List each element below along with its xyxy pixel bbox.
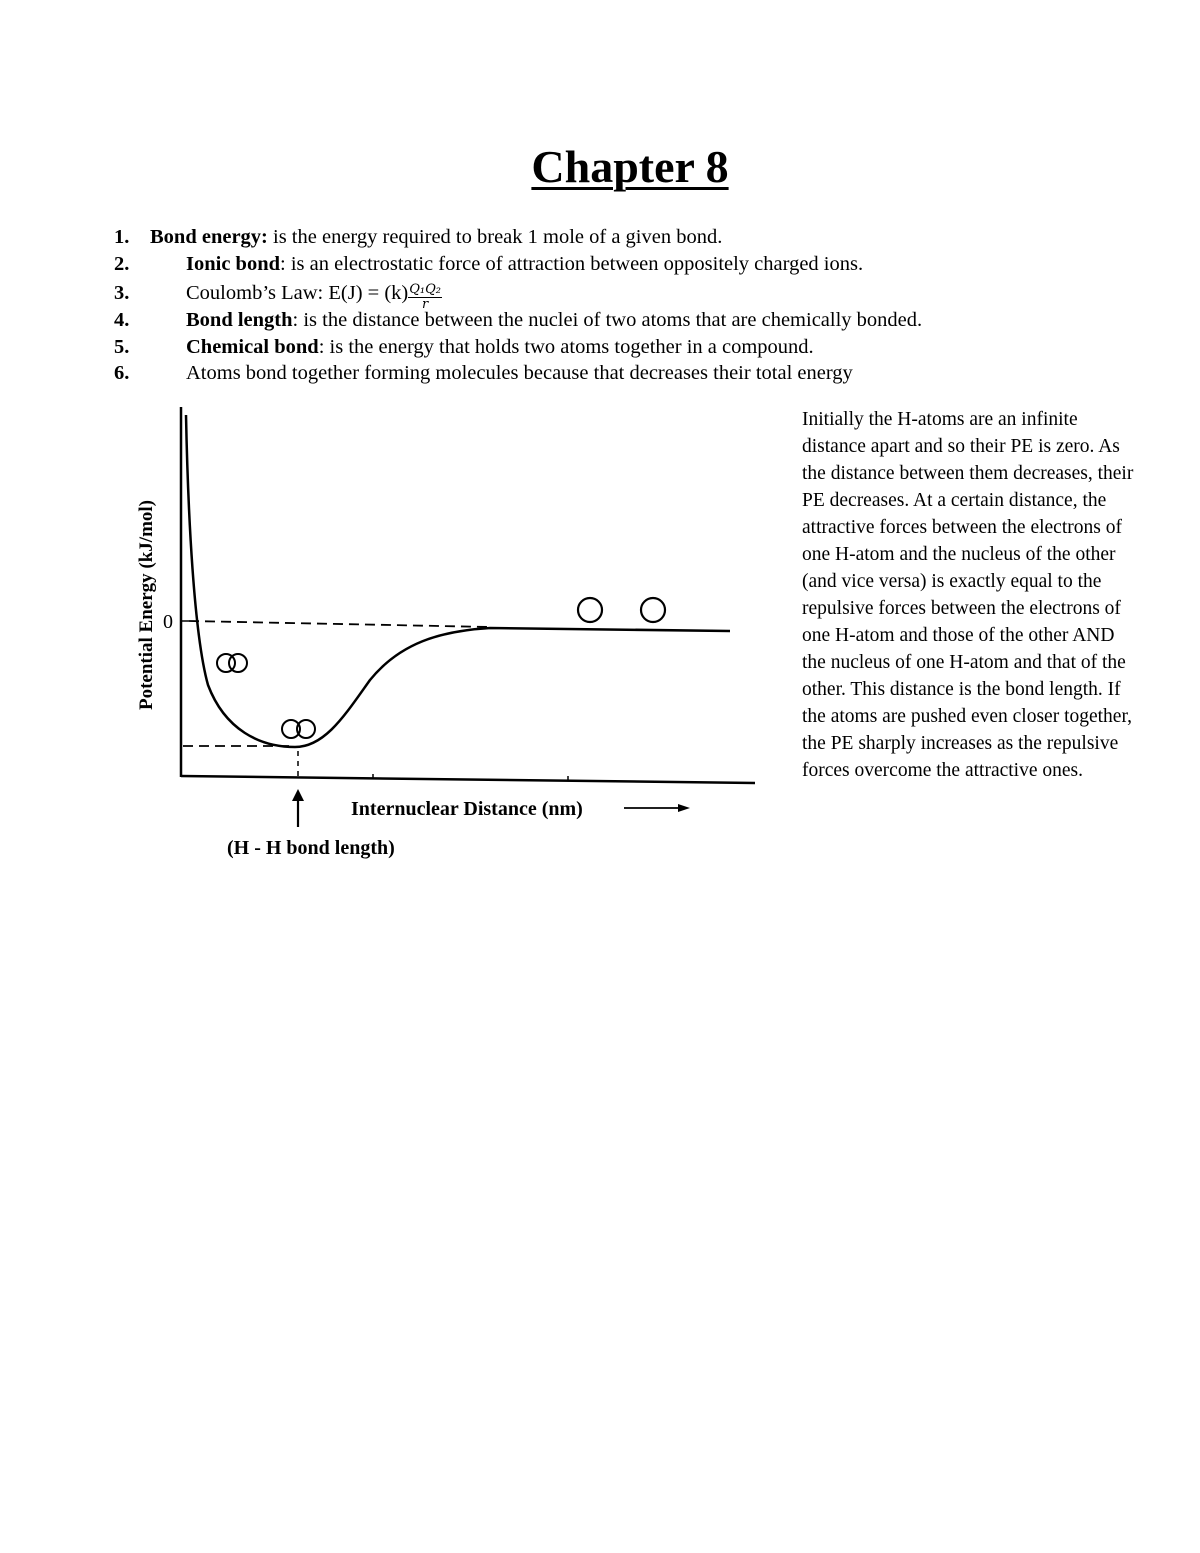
zero-energy-dashed-line (189, 621, 490, 627)
item-number: 2. (114, 252, 130, 275)
bond-length-arrowhead (292, 789, 304, 801)
item-number: 1. (114, 226, 130, 248)
item-text: : E(J) = (k) (317, 282, 409, 304)
page-title: Chapter 8 (531, 141, 729, 192)
explanation-paragraph: Initially the H-atoms are an infinite distance apart and so their PE is zero. As the distance between them decreases, their PE decreases. At a certain distance, the attractive forces between the electrons of one H-atom and the nucleus of the other (and vice versa) is exactly equal to the repulsive forces between the electrons of one H-atom and those of the other AND the nucleus of one H-atom and that of the other. This distance is the bond length. If the atoms are pushed even closer together, the PE sharply increases as the repulsive forces overcome the attractive ones. (802, 409, 1134, 781)
potential-energy-curve (186, 415, 730, 747)
overlapping-atom-circle (229, 654, 247, 672)
item-number: 4. (114, 309, 130, 331)
separated-atom-circle (641, 598, 665, 622)
fraction-numerator: Q₁Q₂ (409, 282, 441, 297)
item-term: Ionic bond (186, 252, 281, 275)
item-number: 3. (114, 282, 130, 304)
item-text: Atoms bond together forming molecules because that decreases their total energy (186, 362, 853, 384)
item-number: 6. (114, 362, 130, 384)
potential-energy-diagram (110, 395, 770, 875)
item-term: Chemical bond (186, 335, 319, 358)
x-axis (181, 776, 755, 783)
item-text: : is an electrostatic force of attraction between oppositely charged ions. (280, 252, 864, 275)
item-term: Bond length (186, 309, 293, 331)
separated-atom-circle (578, 598, 602, 622)
zero-label: 0 (163, 611, 173, 633)
y-axis-label: Potential Energy (kJ/mol) (136, 499, 157, 711)
x-axis-arrowhead (678, 804, 690, 812)
item-term: Coulomb’s Law (186, 282, 318, 304)
item-text: : is the energy that holds two atoms together in a compound. (318, 335, 814, 358)
item-term: Bond energy: (150, 226, 268, 248)
bond-length-label: (H - H bond length) (227, 837, 395, 859)
item-text: : is the distance between the nuclei of two atoms that are chemically bonded. (292, 309, 923, 331)
item-number: 5. (114, 335, 130, 358)
x-axis-label: Internuclear Distance (nm) (351, 798, 583, 820)
item-text: is the energy required to break 1 mole of a given bond. (267, 226, 723, 248)
fraction-denominator: r (422, 297, 429, 312)
